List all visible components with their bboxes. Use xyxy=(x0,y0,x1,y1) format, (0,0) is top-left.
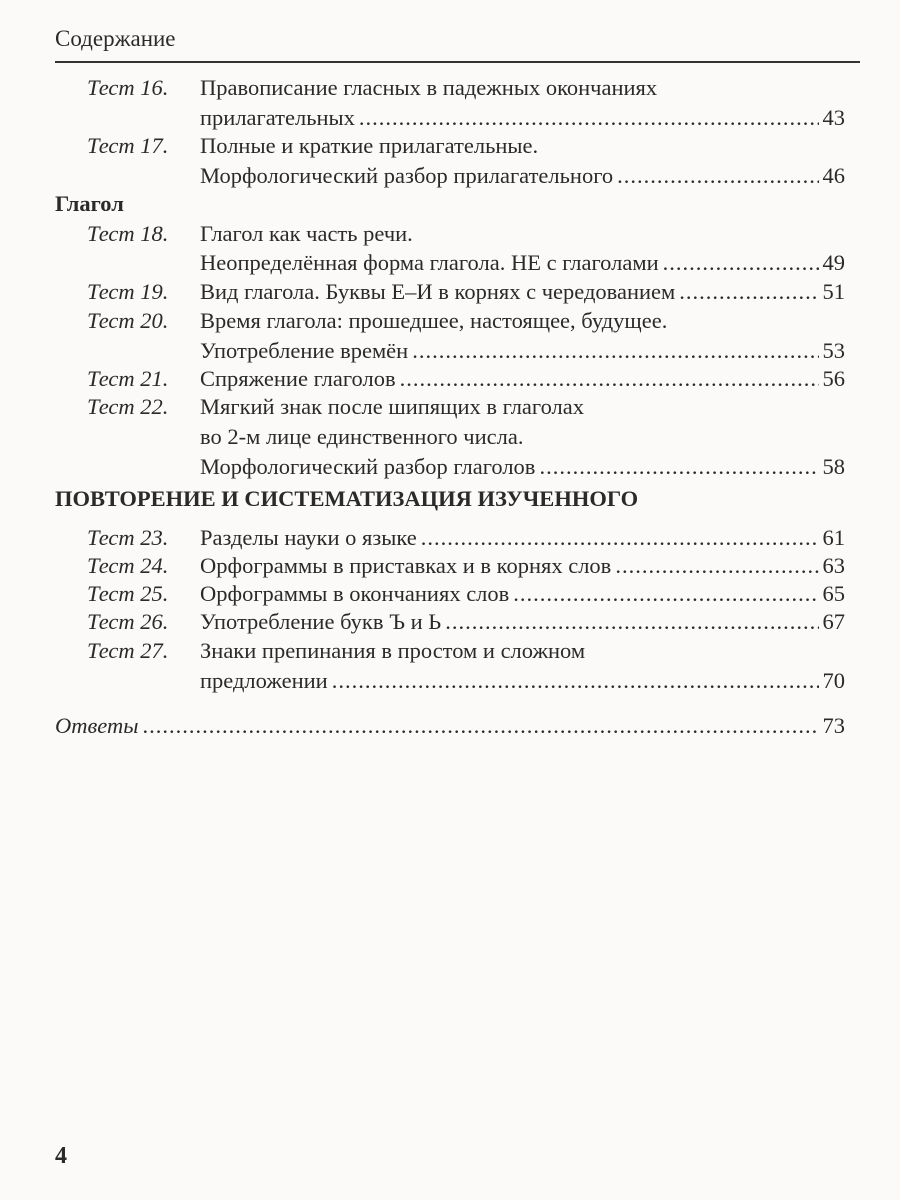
entry-text-line xyxy=(200,277,845,307)
entry-text-line xyxy=(200,131,845,161)
entry-title: Время глагола: прошедшее, настоящее, будущее. xyxy=(200,308,668,333)
entry-text-line xyxy=(200,306,845,336)
entry-title: Вид глагола. Буквы Е–И в корнях с чередованием xyxy=(200,279,676,304)
entry-text-line xyxy=(200,636,845,666)
entry-title: Глагол как часть речи. xyxy=(200,221,413,246)
entry-text-line xyxy=(200,336,845,366)
page-ref: 58 xyxy=(822,454,845,479)
page-ref: 46 xyxy=(822,163,845,188)
entry-title: Употребление времён xyxy=(200,338,409,363)
page-ref: 61 xyxy=(822,525,845,550)
entry-title: Орфограммы в приставках и в корнях слов xyxy=(200,553,612,578)
entry-title: Неопределённая форма глагола. НЕ с глаголами xyxy=(200,250,659,275)
toc-entry-continuation[interactable] xyxy=(0,248,900,278)
test-label: Тест 22. xyxy=(87,394,169,419)
page-ref: 49 xyxy=(822,250,845,275)
entry-title: Употребление букв Ъ и Ь xyxy=(200,609,442,634)
toc-entry-continuation[interactable] xyxy=(0,422,900,452)
entry-text-line xyxy=(200,666,845,696)
entry-text-line xyxy=(200,364,845,394)
test-label: Тест 18. xyxy=(87,221,169,246)
entry-title: Правописание гласных в падежных окончаниях xyxy=(200,75,658,100)
dot-leader xyxy=(359,103,819,133)
toc-entry[interactable] xyxy=(0,73,900,103)
answers-label: Ответы xyxy=(55,713,139,738)
entry-text-line xyxy=(200,452,845,482)
entry-title: Морфологический разбор глаголов xyxy=(200,454,536,479)
page-ref: 73 xyxy=(822,713,845,738)
dot-leader xyxy=(615,551,818,581)
entry-title: Орфограммы в окончаниях слов xyxy=(200,581,510,606)
entry-text-line xyxy=(200,248,845,278)
dot-leader xyxy=(617,161,818,191)
entry-text-line xyxy=(200,161,845,191)
dot-leader xyxy=(412,336,818,366)
entry-title: предложении xyxy=(200,668,328,693)
page-number: 4 xyxy=(55,1143,67,1169)
test-label: Тест 27. xyxy=(87,638,169,663)
dot-leader xyxy=(142,711,818,741)
entry-text-line xyxy=(200,73,845,103)
test-label: Тест 17. xyxy=(87,133,169,158)
toc-entry[interactable] xyxy=(0,523,900,553)
dot-leader xyxy=(679,277,818,307)
toc-entry[interactable] xyxy=(0,306,900,336)
page-ref: 53 xyxy=(822,338,845,363)
section-heading: Глагол xyxy=(55,191,124,216)
toc-entry[interactable] xyxy=(0,607,900,637)
toc-entry[interactable] xyxy=(0,277,900,307)
entry-text-line xyxy=(200,422,845,452)
entry-title: Разделы науки о языке xyxy=(200,525,417,550)
dot-leader xyxy=(400,364,819,394)
dot-leader xyxy=(663,248,819,278)
toc-entry[interactable] xyxy=(0,636,900,666)
toc-entry[interactable] xyxy=(0,579,900,609)
toc-entry[interactable] xyxy=(0,551,900,581)
toc-entry[interactable] xyxy=(0,219,900,249)
toc-entry-continuation[interactable] xyxy=(0,103,900,133)
page-ref: 65 xyxy=(822,581,845,606)
entry-text-line xyxy=(55,711,845,741)
running-header: Содержание xyxy=(55,26,176,51)
dot-leader xyxy=(445,607,818,637)
toc-entry-continuation[interactable] xyxy=(0,161,900,191)
toc-entry[interactable] xyxy=(0,131,900,161)
toc-entry-continuation[interactable] xyxy=(0,452,900,482)
dot-leader xyxy=(539,452,818,482)
toc-entry[interactable] xyxy=(0,392,900,422)
entry-text-line xyxy=(200,523,845,553)
entry-text-line xyxy=(200,551,845,581)
entry-text-line xyxy=(200,579,845,609)
entry-title: Полные и краткие прилагательные. xyxy=(200,133,539,158)
page-ref: 63 xyxy=(822,553,845,578)
test-label: Тест 23. xyxy=(87,525,169,550)
test-label: Тест 16. xyxy=(87,75,169,100)
entry-text-line xyxy=(200,219,845,249)
entry-text-line xyxy=(200,607,845,637)
entry-title: Спряжение глаголов xyxy=(200,366,396,391)
dot-leader xyxy=(513,579,818,609)
dot-leader xyxy=(332,666,819,696)
entry-text-line xyxy=(200,392,845,422)
toc-entry-continuation[interactable] xyxy=(0,666,900,696)
section-heading: ПОВТОРЕНИЕ И СИСТЕМАТИЗАЦИЯ ИЗУЧЕННОГО xyxy=(55,486,639,511)
test-label: Тест 19. xyxy=(87,279,169,304)
page-ref: 51 xyxy=(822,279,845,304)
page-ref: 70 xyxy=(822,668,845,693)
test-label: Тест 25. xyxy=(87,581,169,606)
page-ref: 67 xyxy=(822,609,845,634)
entry-title: Знаки препинания в простом и сложном xyxy=(200,638,586,663)
page-ref: 56 xyxy=(822,366,845,391)
entry-title: Мягкий знак после шипящих в глаголах xyxy=(200,394,585,419)
test-label: Тест 21. xyxy=(87,366,169,391)
page-ref: 43 xyxy=(822,105,845,130)
entry-title: Морфологический разбор прилагательного xyxy=(200,163,614,188)
dot-leader xyxy=(421,523,819,553)
entry-title: во 2-м лице единственного числа. xyxy=(200,424,524,449)
test-label: Тест 20. xyxy=(87,308,169,333)
entry-text-line xyxy=(200,103,845,133)
toc-entry-answers[interactable] xyxy=(0,711,900,741)
test-label: Тест 26. xyxy=(87,609,169,634)
test-label: Тест 24. xyxy=(87,553,169,578)
entry-title: прилагательных xyxy=(200,105,355,130)
toc-entry[interactable] xyxy=(0,364,900,394)
toc-entry-continuation[interactable] xyxy=(0,336,900,366)
